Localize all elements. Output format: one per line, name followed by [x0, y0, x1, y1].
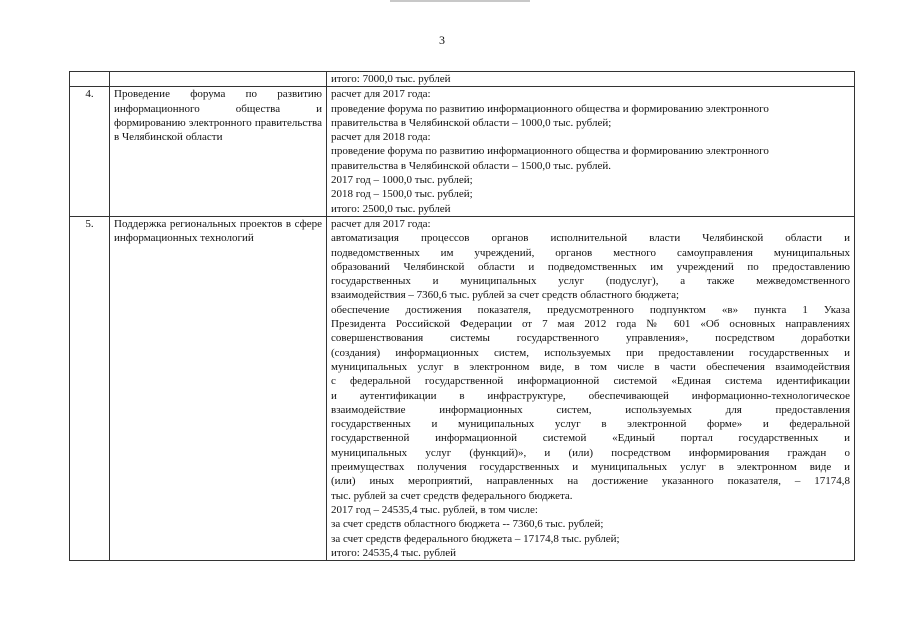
calculation-line: (создания) информационных систем, используемых при предоставлении государственных и	[331, 346, 850, 359]
calculation-line: тыс. рублей за счет средств федерального бюджета.	[331, 489, 573, 502]
calculation-line: муниципальных услуг в электронном виде, в том числе в части обеспечения взаимодействия	[331, 360, 850, 373]
calculation-line: 2017 год – 24535,4 тыс. рублей, в том числе:	[331, 503, 538, 516]
calculation-line: правительства в Челябинской области – 1000,0 тыс. рублей;	[331, 116, 612, 129]
row-number	[70, 72, 110, 87]
calculation-line: автоматизация процессов органов исполнительной власти Челябинской области и	[331, 232, 850, 245]
calculation-line: итого: 24535,4 тыс. рублей	[331, 546, 456, 559]
event-title: Проведение форума по развитию информационного общества и формированию электронного правительства в Челябинской области	[110, 87, 327, 217]
calculation-line: 2017 год – 1000,0 тыс. рублей;	[331, 174, 473, 187]
event-title: Поддержка региональных проектов в сфере информационных технологий	[110, 216, 327, 560]
calculation-line: расчет для 2017 года:	[331, 88, 431, 101]
calculation-line: расчет для 2017 года:	[331, 217, 431, 230]
calculation-line: государственных и муниципальных услуг (подуслуг), а также межведомственного	[331, 275, 850, 288]
table-row-continuation	[70, 72, 855, 87]
calculation-cell	[327, 87, 855, 217]
calculation-line: расчет для 2018 года:	[331, 131, 431, 144]
calculation-line: проведение форума по развитию информационного общества и формированию электронного	[331, 145, 769, 158]
calculation-line: совершенствования системы государственного управления», посредством доработки	[331, 332, 850, 345]
calculation-line: подведомственных им учреждений, органов местного самоуправления муниципальных	[331, 246, 850, 259]
table-row-regional-projects	[70, 216, 855, 560]
calculation-line: итого: 7000,0 тыс. рублей	[331, 73, 451, 85]
page-number: 3	[439, 33, 445, 47]
table-row-forum	[70, 87, 855, 217]
calculation-line: итого: 2500,0 тыс. рублей	[331, 202, 451, 215]
calculation-cell	[327, 72, 855, 87]
top-rule	[390, 0, 530, 2]
calculation-line: преимуществах получения государственных и муниципальных услуг в электронном виде и	[331, 461, 850, 474]
calculation-line: 2018 год – 1500,0 тыс. рублей;	[331, 188, 473, 201]
calculation-line: муниципальных услуг (функций)», и (или) посредством информирования граждан о	[331, 446, 850, 459]
calculation-line: с федеральной государственной информационной системой «Единая система идентификации	[331, 375, 850, 388]
calculation-line: государственных и муниципальных услуг в электронной форме» и федеральной	[331, 418, 850, 431]
calculation-line: за счет средств федерального бюджета – 17174,8 тыс. рублей;	[331, 532, 620, 545]
calculation-line: и аутентификации в инфраструктуре, обеспечивающей информационно-технологическое	[331, 389, 850, 402]
calculation-line: (или) иных мероприятий, направленных на достижение указанного показателя, – 17174,8	[331, 475, 850, 488]
cost-calculation-table	[69, 71, 855, 561]
calculation-line: Президента Российской Федерации от 7 мая 2012 года № 601 «Об основных направлениях	[331, 318, 850, 331]
event-title	[110, 72, 327, 87]
calculation-cell	[327, 216, 855, 560]
calculation-line: образований Челябинской области и подведомственных им учреждений по предоставлению	[331, 260, 850, 273]
calculation-line: взаимодействие информационных систем, используемых для предоставления	[331, 403, 850, 416]
calculation-line: правительства в Челябинской области – 1500,0 тыс. рублей.	[331, 159, 612, 172]
calculation-line: взаимодействия – 7360,6 тыс. рублей за счет средств областного бюджета;	[331, 289, 680, 302]
row-number: 5.	[70, 216, 110, 560]
calculation-line: за счет средств областного бюджета -- 7360,6 тыс. рублей;	[331, 518, 604, 531]
calculation-line: государственной информационной системой «Единый портал государственных и	[331, 432, 850, 445]
row-number: 4.	[70, 87, 110, 217]
calculation-line: проведение форума по развитию информационного общества и формированию электронного	[331, 102, 769, 115]
calculation-line: обеспечение достижения показателя, предусмотренного подпунктом «в» пункта 1 Указа	[331, 303, 850, 316]
